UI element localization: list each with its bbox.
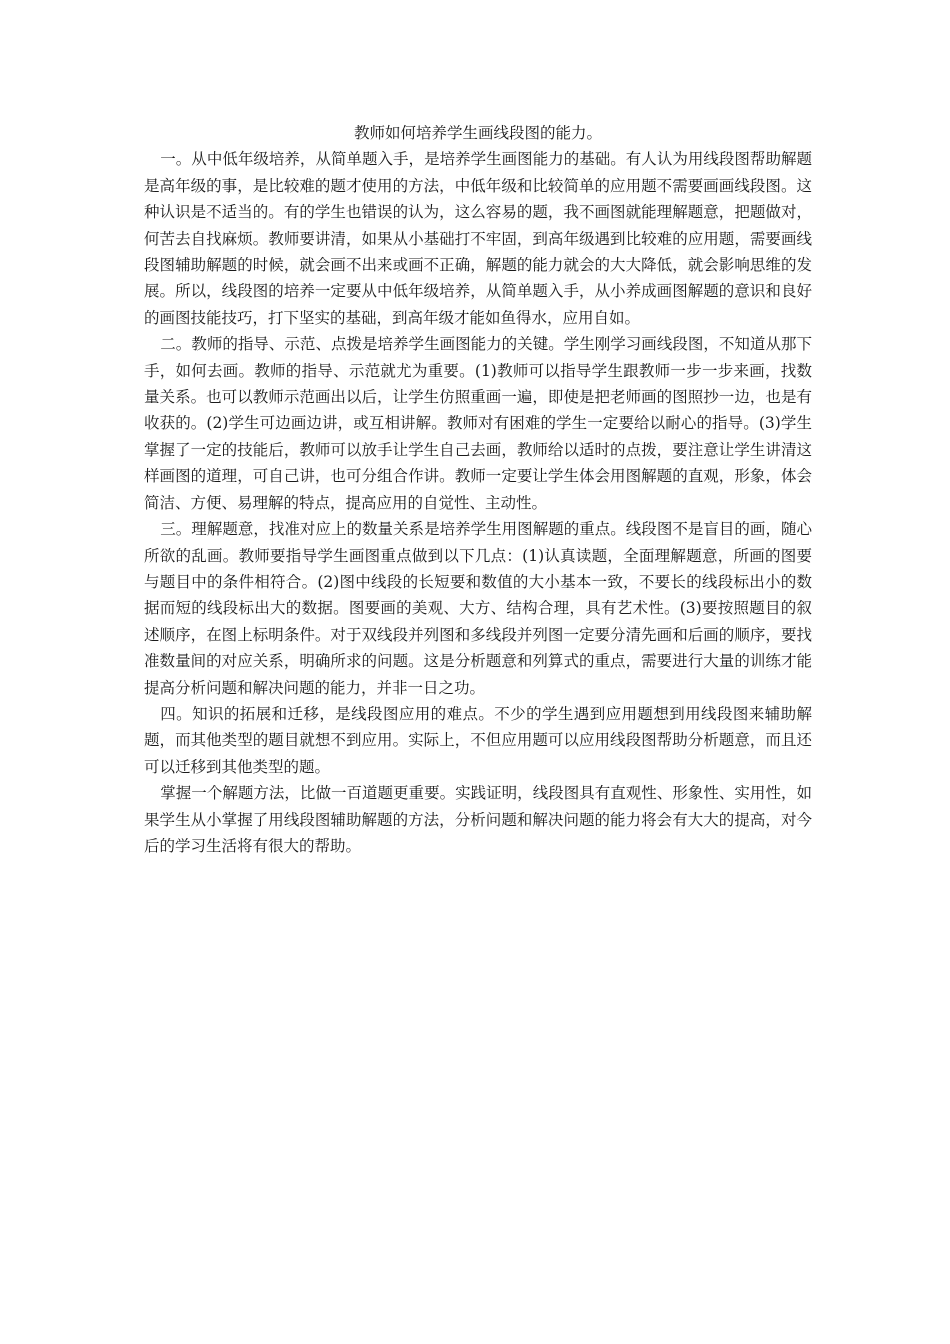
paragraph-2: 二。教师的指导、示范、点拨是培养学生画图能力的关键。学生刚学习画线段图，不知道从那下手，如何去画。教师的指导、示范就尤为重要。(1)教师可以指导学生跟教师一步一步来画，找数量关系。也可以教师示范画出以后，让学生仿照重画一遍，即使是把老师画的图照抄一边，也是有收获的。(2)学生可边画边讲，或互相讲解。教师对有困难的学生一定要给以耐心的指导。(3)学生掌握了一定的技能后，教师可以放手让学生自己去画，教师给以适时的点拨，要注意让学生讲清这样画图的道理，可自己讲，也可分组合作讲。教师一定要让学生体会用图解题的直观，形象，体会简洁、方便、易理解的特点，提高应用的自觉性、主动性。 — [144, 335, 812, 512]
paragraph-4: 四。知识的拓展和迁移，是线段图应用的难点。不少的学生遇到应用题想到用线段图来辅助解题，而其他类型的题目就想不到应用。实际上，不但应用题可以应用线段图帮助分析题意，而且还可以迁移到其他类型的题。 — [144, 704, 812, 776]
document-title: 教师如何培养学生画线段图的能力。 — [353, 124, 602, 142]
paragraph-5: 掌握一个解题方法，比做一百道题更重要。实践证明，线段图具有直观性、形象性、实用性，如果学生从小掌握了用线段图辅助解题的方法，分析问题和解决问题的能力将会有大大的提高，对今后的学习生活将有很大的帮助。 — [144, 784, 812, 855]
paragraph-1: 一。从中低年级培养，从简单题入手，是培养学生画图能力的基础。有人认为用线段图帮助解题是高年级的事，是比较难的题才使用的方法，中低年级和比较简单的应用题不需要画画线段图。这种认识是不适当的。有的学生也错误的认为，这么容易的题，我不画图就能理解题意，把题做对，何苦去自找麻烦。教师要讲清，如果从小基础打不牢固，到高年级遇到比较难的应用题，需要画线段图辅助解题的时候，就会画不出来或画不正确，解题的能力就会的大大降低，就会影响思维的发展。所以，线段图的培养一定要从中低年级培养，从简单题入手，从小养成画图解题的意识和良好的画图技能技巧，打下坚实的基础，到高年级才能如鱼得水，应用自如。 — [144, 150, 812, 327]
paragraph-3: 三。理解题意，找准对应上的数量关系是培养学生用图解题的重点。线段图不是盲目的画，随心所欲的乱画。教师要指导学生画图重点做到以下几点：(1)认真读题，全面理解题意，所画的图要与题目中的条件相符合。(2)图中线段的长短要和数值的大小基本一致，不要长的线段标出小的数据而短的线段标出大的数据。图要画的美观、大方、结构合理，具有艺术性。(3)要按照题目的叙述顺序，在图上标明条件。对于双线段并列图和多线段并列图一定要分清先画和后画的顺序，要找准数量间的对应关系，明确所求的问题。这是分析题意和列算式的重点，需要进行大量的训练才能提高分析问题和解决问题的能力，并非一日之功。 — [144, 520, 812, 697]
document-body — [144, 120, 812, 859]
